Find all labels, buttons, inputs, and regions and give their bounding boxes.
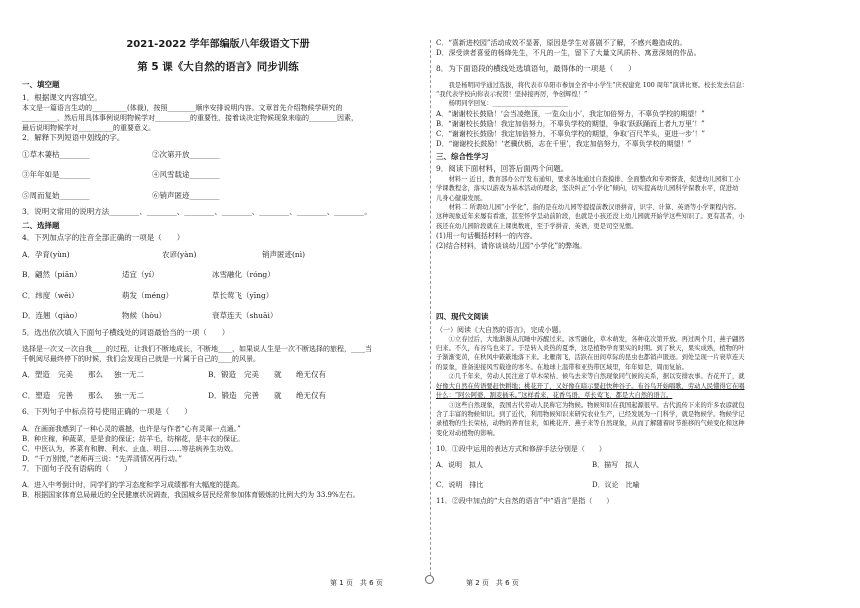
passage-line: 录植物的生长荣枯，动物的养育往来，如桃花开、燕子来等自然现象，从而了解随着时节推移的气候变化和这种: [436, 420, 745, 428]
phrase-4: ④风雪载途________: [152, 170, 220, 179]
option-text: D．议论 比喻: [592, 481, 640, 490]
option-text: 独一无二: [114, 370, 144, 379]
question-4-option-a: [22, 250, 414, 261]
question-5-line1: 选择是一次又一次自我____的过程，让我们不断地成长，不断地____，如果说人生是一次不断选择的旅程，____当: [22, 345, 372, 353]
question-5-options-ab: [22, 370, 414, 381]
option-text: D．锻造: [208, 390, 237, 400]
option-text: 完善: [58, 390, 73, 400]
question-9-part-2: (2)结合材料，请你谈谈幼儿园“小学化”的弊端。: [436, 242, 587, 251]
question-4-option-d: [22, 311, 414, 322]
material-line-3: 儿身心健康发展。: [436, 194, 487, 202]
passage-line: ③这些自然现象，我国古代劳动人民称它为物候。物候知识在我国起源很早。古代流传下来的许多农谚就包: [436, 401, 745, 409]
passage-line: 含了丰富的物候知识。到了近代，利用物候知识来研究农业生产，已经发展为一门科学，就是物候学。物候学记: [436, 410, 745, 418]
question-8-option-d: D．“谢谢校长鼓励！‘老骥伏枥，志在千里’，我定加倍努力，不辜负学校的期望！”: [436, 139, 692, 148]
question-3: 3．说明文常用的说明方法________、________、________、________、________、________、________。: [22, 207, 372, 216]
question-7-option-b: B．根据国家体育总局最近的全民健康状况调查，我国城乡居民经常参加体育锻炼的比例大约为 33.9%左右。: [22, 491, 360, 499]
question-7-option-c: C．“喜新进校园”活动成效不显著，原因是学生对喜剧不了解，不感兴趣造成的。: [436, 39, 687, 47]
question-6-option-c: C．中医认为，荞菜有和脾、利水、止血、明目……等祛病养生功效。: [22, 444, 238, 453]
passage-line-underlined: 好像大自然在传语要赶快耕地；桃花开了，又好像在暗示要赶快种谷子。布谷鸟开始唱歌，劳动人民懂得它在唱: [436, 382, 745, 390]
passage-line: 变化对动植物的影响。: [436, 429, 499, 437]
option-text: 完善: [244, 390, 259, 400]
option-text: 萌发（méng）: [122, 290, 174, 300]
section-comprehensive: 三、综合性学习: [436, 151, 489, 161]
phrase-2: ②次第开放________: [152, 149, 220, 159]
question-1: 1．根据课文内容填空。: [22, 92, 102, 102]
material-line-1: 材料一 近日，教育部办公厅发布通知，要求各地通过自查摸排、全面整改和专项督查，促进幼儿园和工小: [436, 175, 741, 183]
option-text: 独一无二: [114, 390, 144, 400]
option-text: 那么: [88, 370, 103, 379]
option-text: 就: [274, 390, 282, 400]
question-5-line2: 千帆阅尽最终停下的时候，我们会发现自己就是一片属于自己的____的风景。: [22, 355, 260, 363]
question-10-options-cd: [436, 480, 842, 490]
passage-line: ①立春过后，大地渐渐从沉睡中苏醒过来。冰雪融化，草木萌发，各种花次第开放。再过两个月，燕子翩然: [436, 335, 745, 343]
passage-line: 子渐渐变黄，在秋风中簌簌地落下来。北雁南飞，活跃在田间草际的昆虫也都销声匿迹。到处呈现一片衰草连天: [436, 354, 745, 362]
passage-line-underlined: 什么：“阿公阿婆，割麦插禾。”这样看来，花香鸟语，草长莺飞，都是大自然的语言。: [436, 392, 673, 400]
question-9: 9．阅读下面材料，回答后面两个问题。: [436, 164, 569, 174]
answer-space: [436, 251, 842, 309]
question-2-row1: [22, 150, 414, 161]
option-text: 完美: [58, 370, 73, 379]
option-text: A．塑造: [22, 370, 50, 379]
doc-title-line1: 2021-2022 学年部编版八年级语文下册: [126, 39, 310, 50]
option-text: D．连翘（qiào）: [22, 311, 82, 320]
option-text: 适宜（yí）: [122, 270, 159, 279]
option-text: 农谚(yàn): [162, 249, 197, 259]
section-choice: 二、选择题: [22, 220, 60, 230]
option-text: 绝无仅有: [296, 370, 326, 379]
left-column: [22, 38, 414, 500]
section-reading: 四、现代文阅读: [436, 312, 489, 322]
question-1-line2: __________，然后用具体事例说明物候学对__________的重要性，接着谈决定物候现象来临的________因素，: [22, 114, 358, 122]
question-1-line3: 最后说明物候学对__________的重要意义。: [22, 124, 155, 132]
question-10-options-ab: [436, 460, 842, 470]
question-6-option-d: D．“千万别慌，”老师再三说：“先弄清情况再行动。”: [22, 454, 182, 463]
option-text: 就: [274, 370, 282, 379]
question-8-passage-3: 杨明同学回复：________________________: [436, 100, 569, 108]
phrase-6: ⑥销声匿迹________: [152, 190, 220, 200]
question-10: 10．①段中运用的表达方式和修辞手法分别是（ ）: [436, 445, 606, 454]
question-1-line1: 本文是一篇语言生动的__________(体裁)，按照________顺序安排说明内容。文章首先介绍物候学研究的: [22, 104, 343, 112]
binding-hole-icon: [425, 575, 434, 584]
option-text: 完美: [244, 370, 259, 379]
option-text: B．描写 拟人: [592, 461, 640, 470]
option-text: C．纬度（wěi）: [22, 290, 79, 300]
question-5-options-cd: [22, 391, 414, 402]
doc-title-line2: 第 5 课《大自然的语言》同步训练: [137, 61, 299, 73]
passage-line: 的景象，准备迎接风雪载途的寒冬。在地球上温带和亚热带区域里，年年如是，周而复始。: [436, 363, 688, 371]
option-text: C．说明 排比: [436, 481, 484, 490]
question-8: 8．为下面语段的横线处选填语句，最得体的一项是（ ）: [436, 64, 636, 73]
page-number-left: 第 1 页 共 6 页: [330, 579, 383, 587]
question-11: 11．②段中加点的“大自然的语言”中“语言”是指（ ）: [436, 497, 614, 506]
reading-intro: （一）阅读《大自然的语言》，完成小题。: [436, 325, 566, 334]
option-text: A．孕育(yùn): [22, 249, 70, 259]
material-line-5: 这种现象近年来屡有看涨，甚至怀学呈动前阶段，也就是小孩还没上幼儿园就开始学这些知识了。更有甚者，小: [436, 213, 745, 221]
question-8-option-c: C．“谢谢校长鼓励！我定加倍努力，不辜负学校的期望，争取‘百尺竿头，更进一步’！”: [436, 129, 705, 138]
material-line-6: 孩还在幼儿园阶段就在上课奥数班，至于学拼音、英语，更是司空见惯。: [436, 222, 638, 230]
question-2: 2．解释下列短语中划线的字。: [22, 133, 125, 142]
question-8-option-a: A．“谢谢校长鼓励！‘会当凌绝顶，一览众山小’，我定加倍努力，不辜负学校的期望！”: [436, 109, 705, 118]
option-text: B．锻造: [208, 370, 237, 379]
question-4-option-c: [22, 291, 414, 302]
question-9-part-1: (1)用一句话概括材料一的内容。: [436, 232, 537, 241]
question-8-passage-1: 我是杨明同学通过选拔，将代表市阜阳市参加全省中小学生“庆祝建党 100 周年”演讲比赛。校长发去信息：: [436, 81, 749, 89]
question-7: 7．下面句子没有语病的（ ）: [22, 463, 132, 473]
option-text: 冰雪融化（róng）: [212, 270, 275, 279]
option-text: 物候（hòu）: [122, 311, 167, 320]
question-2-row2: [22, 170, 414, 181]
question-5: 5．选出依次填入下面句子横线处的词语最恰当的一项（ ）: [22, 327, 230, 337]
option-text: 衰草连天（shuāi）: [212, 311, 278, 320]
question-8-passage-2: “我代表学校向你表示祝贺！坚持接再厉，争创辉煌！”: [436, 90, 588, 98]
option-text: A．说明 拟人: [436, 461, 484, 470]
right-page: [430, 0, 860, 608]
option-text: B．翩然（piān）: [22, 270, 82, 279]
option-text: 绝无仅有: [296, 390, 326, 400]
question-4: 4．下列加点字的注音全部正确的一项是（ ）: [22, 233, 185, 242]
option-text: 那么: [88, 390, 103, 400]
phrase-3: ③年年如是________: [22, 170, 90, 179]
material-line-4: 材料二 所谓幼儿园“小学化”，指的是在幼儿园等提提前教汉语拼音，识字、计算、英语等小学课程内容。: [436, 203, 741, 211]
option-text: C．塑造: [22, 390, 51, 400]
question-7-option-a: A．进入中考倒计时，同学们的学习态度和学习成绩都有大幅度的提高。: [22, 481, 245, 489]
question-4-option-b: [22, 270, 414, 281]
phrase-5: ⑤周而复始________: [22, 190, 90, 200]
material-line-2: 学课教程念，落实以游戏为基本活动的理念，坚决纠正“小学化”倾向，切实提高幼儿园科学保教水平，促进幼: [436, 185, 739, 193]
question-8-option-b: B．“谢谢校长鼓励！我定加倍努力，不辜负学校的期望，争取‘跃跃踊而上者九万里’！”: [436, 119, 705, 128]
passage-line: ②几千年来，劳动人民注意了草木荣枯、候鸟去来等自然现象同气候的关系，据以安排农事。杏花开了，就: [436, 373, 745, 381]
question-2-row3: [22, 191, 414, 202]
passage-line: 归来。不久，布谷鸟也来了。于是转入炎热的夏季，这是植物孕育果实的时期。到了秋天，果实成熟，植物的叶: [436, 345, 745, 353]
page-divider: [430, 40, 431, 580]
question-6-option-b: B．种庄稼，种蔬菜，是是食的保证；纺羊毛，纺棉花，是丰衣的保证。: [22, 434, 245, 443]
option-text: 草长莺飞（yīng）: [212, 290, 274, 300]
question-6: 6．下列句子中标点符号使用正确的一项是（ ）: [22, 407, 192, 416]
question-7-option-d: D．深受读者喜爱的杨绛先生，不凡的一生，留下了大量文风质朴、寓意深刻的作品。: [436, 49, 701, 57]
page-number-right: 第 2 页 共 6 页: [466, 579, 519, 587]
phrase-1: ①草木萋枯________: [22, 149, 90, 159]
right-column: [436, 38, 842, 506]
section-fill-in: 一、填空题: [22, 80, 60, 89]
question-6-option-a: A．在画面我感到了一种心灵的震撼，也许是与作者“心有灵犀一点通。”: [22, 424, 241, 433]
option-text: 销声匿迹(nì): [262, 249, 306, 259]
